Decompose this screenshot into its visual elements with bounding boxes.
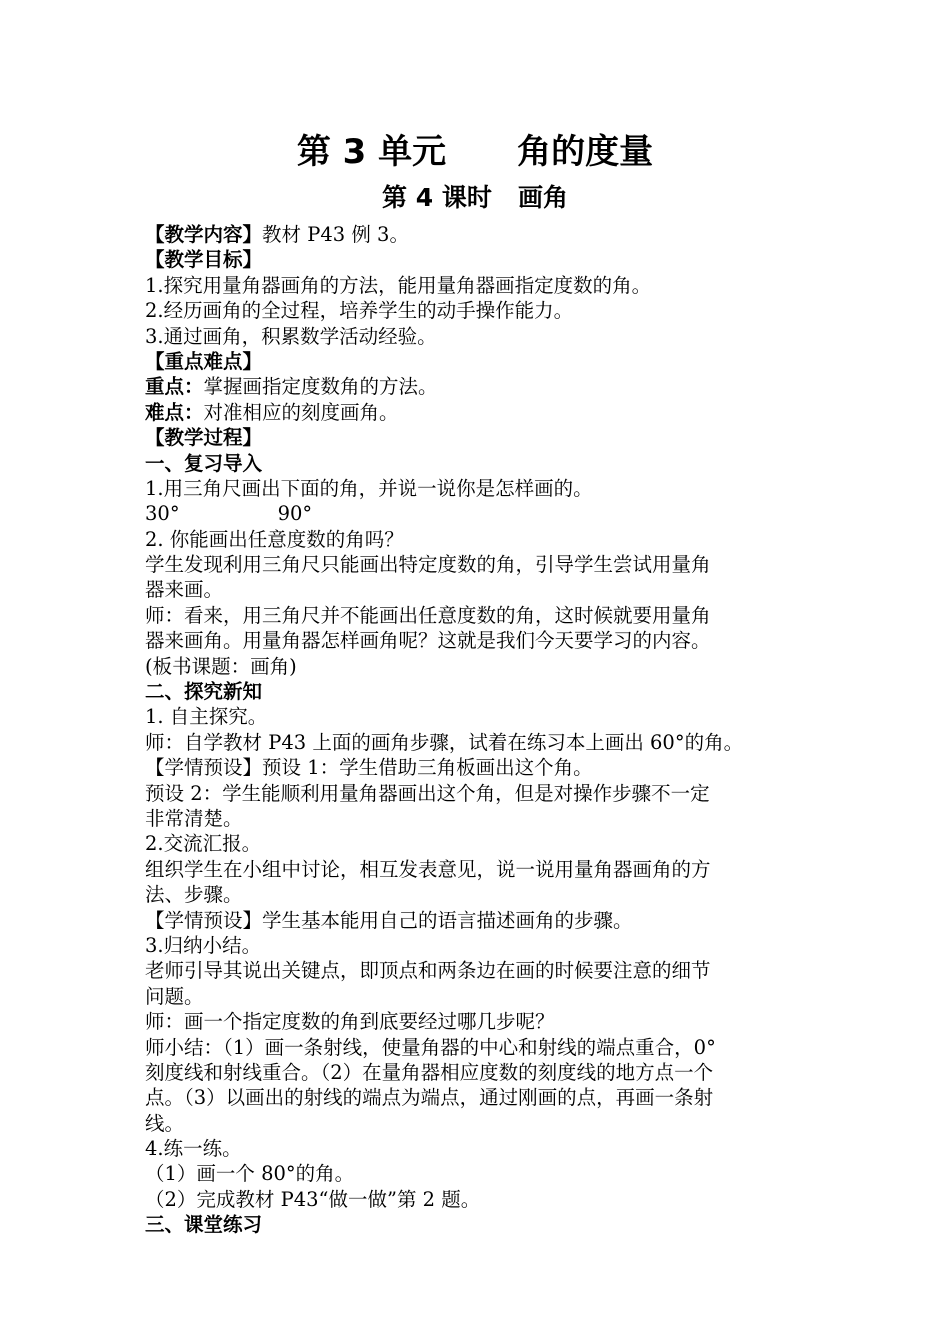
paragraph: 2. 你能画出任意度数的角吗？ [145, 527, 404, 551]
paragraph: 2.交流汇报。 [145, 832, 262, 856]
paragraph: 师小结：（1）画一条射线，使量角器的中心和射线的端点重合，0° [145, 1035, 716, 1059]
paragraph: 师：自学教材 P43 上面的画角步骤，试着在练习本上画出 60°的角。 [145, 730, 744, 754]
content-line [145, 374, 835, 399]
angle-value: 90° [277, 502, 313, 526]
section-heading: 【教学过程】 [145, 426, 263, 450]
paragraph: 器来画角。用量角器怎样画角呢？这就是我们今天要学习的内容。 [145, 629, 711, 653]
content-line [145, 400, 835, 425]
paragraph: 3.通过画角，积累数学活动经验。 [145, 324, 437, 348]
paragraph: 组织学生在小组中讨论，相互发表意见，说一说用量角器画角的方 [145, 857, 711, 881]
paragraph: 线。 [145, 1111, 185, 1135]
label: 重点： [145, 375, 204, 399]
section-heading: 二、探究新知 [145, 680, 263, 704]
paragraph: 师：看来，用三角尺并不能画出任意度数的角，这时候就要用量角 [145, 603, 711, 627]
paragraph: 刻度线和射线重合。（2）在量角器相应度数的刻度线的地方点一个 [145, 1060, 714, 1084]
paragraph: 法、步骤。 [145, 883, 243, 907]
lesson-title: 第 4 课时 画角 [382, 183, 568, 212]
section-heading: 【教学目标】 [145, 248, 263, 272]
paragraph: 3.归纳小结。 [145, 933, 262, 957]
paragraph: 4.练一练。 [145, 1137, 242, 1161]
paragraph: 【学情预设】预设 1：学生借助三角板画出这个角。 [145, 756, 593, 780]
paragraph: 【学情预设】学生基本能用自己的语言描述画角的步骤。 [145, 908, 633, 932]
content-line [145, 501, 835, 526]
paragraph: 1. 自主探究。 [145, 705, 268, 729]
paragraph: 学生发现利用三角尺只能画出特定度数的角，引导学生尝试用量角 [145, 553, 711, 577]
content-line [145, 222, 835, 247]
unit-title: 第 3 单元 角的度量 [296, 132, 654, 172]
paragraph-text: 掌握画指定度数角的方法。 [203, 375, 438, 399]
paragraph: 非常清楚。 [145, 806, 243, 830]
section-heading: 【教学内容】 [145, 223, 263, 246]
lesson-body [145, 222, 835, 1238]
paragraph: 2.经历画角的全过程，培养学生的动手操作能力。 [145, 299, 574, 323]
paragraph: 老师引导其说出关键点，即顶点和两条边在画的时候要注意的细节 [145, 959, 711, 983]
paragraph: 师：画一个指定度数的角到底要经过哪几步呢？ [145, 1010, 555, 1034]
section-heading: 三、课堂练习 [145, 1213, 263, 1237]
paragraph: 1.探究用量角器画角的方法，能用量角器画指定度数的角。 [145, 273, 652, 297]
paragraph: （1）画一个 80°的角。 [145, 1162, 355, 1186]
paragraph-text: 教材 P43 例 3。 [262, 223, 409, 246]
paragraph: 1.用三角尺画出下面的角，并说一说你是怎样画的。 [145, 476, 593, 500]
paragraph: （2）完成教材 P43“做一做”第 2 题。 [145, 1187, 481, 1211]
paragraph: 器来画。 [145, 578, 224, 602]
label: 难点： [145, 400, 204, 424]
section-heading: 一、复习导入 [145, 451, 263, 475]
section-heading: 【重点难点】 [145, 349, 263, 373]
paragraph: 点。（3）以画出的射线的端点为端点，通过刚画的点，再画一条射 [145, 1086, 714, 1110]
paragraph: 预设 2：学生能顺利用量角器画出这个角，但是对操作步骤不一定 [145, 781, 710, 805]
paragraph-text: 对准相应的刻度画角。 [203, 400, 399, 424]
angle-value: 30° [145, 502, 180, 526]
paragraph: (板书课题：画角) [145, 654, 297, 678]
paragraph: 问题。 [145, 984, 204, 1008]
